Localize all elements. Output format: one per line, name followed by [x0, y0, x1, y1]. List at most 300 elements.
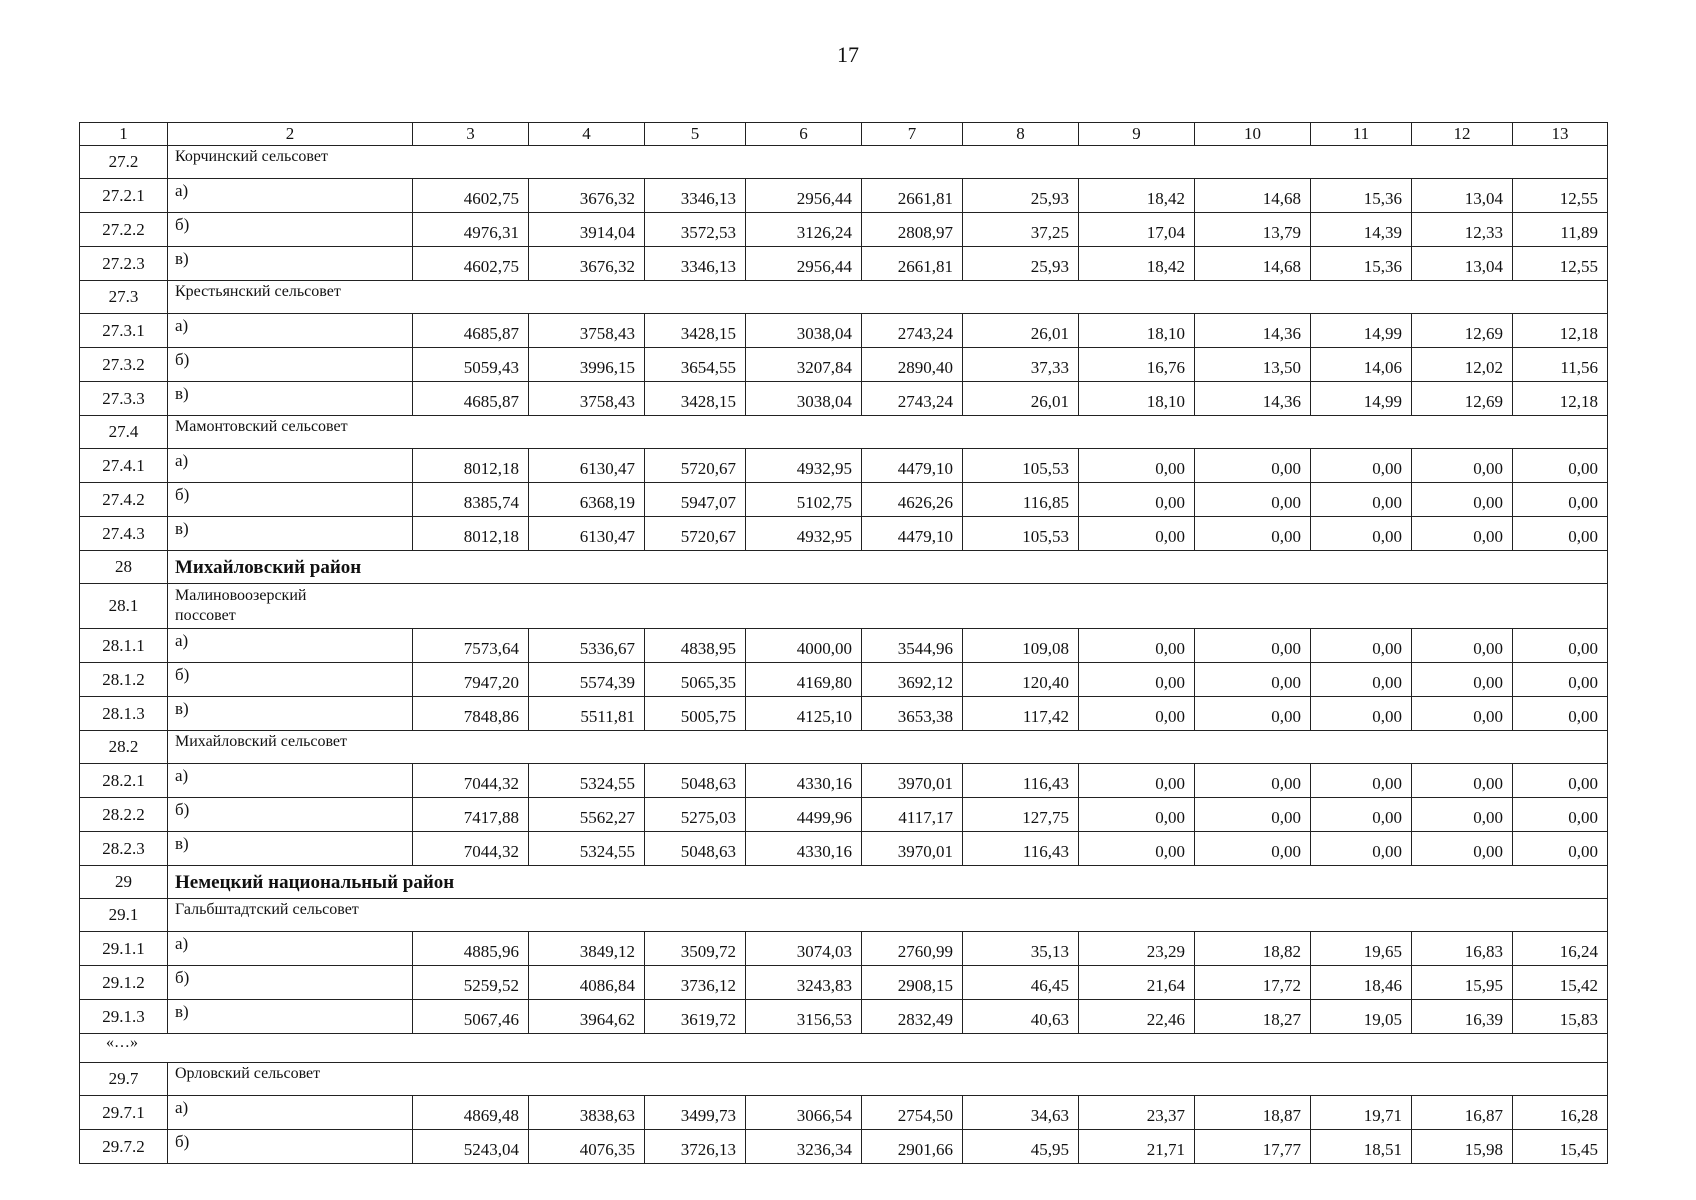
- value-cell: 12,18: [1513, 382, 1608, 416]
- value-cell: 120,40: [963, 663, 1079, 697]
- value-cell: 3499,73: [645, 1096, 746, 1130]
- value-cell: 2956,44: [746, 179, 862, 213]
- value-cell: 8012,18: [413, 449, 529, 483]
- column-number: 13: [1513, 123, 1608, 146]
- value-cell: 3964,62: [529, 1000, 645, 1034]
- value-cell: 3572,53: [645, 213, 746, 247]
- value-cell: 25,93: [963, 247, 1079, 281]
- value-cell: 22,46: [1079, 1000, 1195, 1034]
- section-row: [80, 1063, 1608, 1096]
- value-cell: 4479,10: [862, 517, 963, 551]
- value-cell: 7044,32: [413, 832, 529, 866]
- value-cell: 14,39: [1311, 213, 1412, 247]
- value-cell: 3970,01: [862, 764, 963, 798]
- value-cell: 0,00: [1412, 697, 1513, 731]
- row-code: 29.1.2: [80, 966, 168, 1000]
- table-row: [80, 764, 1608, 798]
- value-cell: 7848,86: [413, 697, 529, 731]
- value-cell: 6130,47: [529, 449, 645, 483]
- value-cell: 0,00: [1412, 832, 1513, 866]
- value-cell: 0,00: [1195, 832, 1311, 866]
- column-number: 4: [529, 123, 645, 146]
- value-cell: 0,00: [1195, 449, 1311, 483]
- value-cell: 116,43: [963, 832, 1079, 866]
- value-cell: 5947,07: [645, 483, 746, 517]
- value-cell: 0,00: [1311, 832, 1412, 866]
- section-title: Михайловский сельсовет: [168, 731, 1608, 764]
- table-row: [80, 382, 1608, 416]
- table-row: [80, 932, 1608, 966]
- row-code: 27.2.1: [80, 179, 168, 213]
- table-row: [80, 966, 1608, 1000]
- value-cell: 4838,95: [645, 629, 746, 663]
- value-cell: 3692,12: [862, 663, 963, 697]
- row-code: 28.1.1: [80, 629, 168, 663]
- value-cell: 17,72: [1195, 966, 1311, 1000]
- value-cell: 0,00: [1412, 798, 1513, 832]
- row-code: 29.7.1: [80, 1096, 168, 1130]
- value-cell: 5562,27: [529, 798, 645, 832]
- value-cell: 18,51: [1311, 1130, 1412, 1164]
- value-cell: 4885,96: [413, 932, 529, 966]
- value-cell: 12,55: [1513, 247, 1608, 281]
- section-code: 28: [80, 551, 168, 584]
- row-variant: б): [168, 966, 413, 1000]
- value-cell: 5102,75: [746, 483, 862, 517]
- value-cell: 15,45: [1513, 1130, 1608, 1164]
- row-code: 28.1.3: [80, 697, 168, 731]
- value-cell: 2760,99: [862, 932, 963, 966]
- table-row: [80, 213, 1608, 247]
- value-cell: 4932,95: [746, 449, 862, 483]
- section-title: Мамонтовский сельсовет: [168, 416, 1608, 449]
- section-title: Корчинский сельсовет: [168, 146, 1608, 179]
- value-cell: 11,89: [1513, 213, 1608, 247]
- value-cell: 16,39: [1412, 1000, 1513, 1034]
- section-row: [80, 281, 1608, 314]
- row-variant: б): [168, 348, 413, 382]
- section-code: 29.1: [80, 899, 168, 932]
- value-cell: 5065,35: [645, 663, 746, 697]
- value-cell: 5048,63: [645, 764, 746, 798]
- value-cell: 4117,17: [862, 798, 963, 832]
- column-number: 3: [413, 123, 529, 146]
- value-cell: 0,00: [1079, 629, 1195, 663]
- value-cell: 6368,19: [529, 483, 645, 517]
- value-cell: 16,76: [1079, 348, 1195, 382]
- value-cell: 5720,67: [645, 517, 746, 551]
- value-cell: 35,13: [963, 932, 1079, 966]
- value-cell: 16,83: [1412, 932, 1513, 966]
- value-cell: 2890,40: [862, 348, 963, 382]
- value-cell: 15,36: [1311, 247, 1412, 281]
- table-row: [80, 663, 1608, 697]
- value-cell: 14,99: [1311, 314, 1412, 348]
- section-code: 29.7: [80, 1063, 168, 1096]
- column-number: 5: [645, 123, 746, 146]
- value-cell: 5067,46: [413, 1000, 529, 1034]
- value-cell: 105,53: [963, 449, 1079, 483]
- section-code: 29: [80, 866, 168, 899]
- section-code: 28.2: [80, 731, 168, 764]
- value-cell: 0,00: [1513, 798, 1608, 832]
- page-number: 17: [837, 42, 859, 67]
- table-body: [80, 123, 1608, 1164]
- column-number: 2: [168, 123, 413, 146]
- value-cell: 3038,04: [746, 314, 862, 348]
- value-cell: 14,06: [1311, 348, 1412, 382]
- value-cell: 3654,55: [645, 348, 746, 382]
- value-cell: 5324,55: [529, 832, 645, 866]
- value-cell: 0,00: [1195, 764, 1311, 798]
- value-cell: 0,00: [1513, 663, 1608, 697]
- value-cell: 12,55: [1513, 179, 1608, 213]
- table-row: [80, 348, 1608, 382]
- row-variant: а): [168, 764, 413, 798]
- value-cell: 4330,16: [746, 764, 862, 798]
- table-row: [80, 449, 1608, 483]
- column-number: 7: [862, 123, 963, 146]
- value-cell: 11,56: [1513, 348, 1608, 382]
- value-cell: 0,00: [1079, 663, 1195, 697]
- value-cell: 0,00: [1079, 764, 1195, 798]
- value-cell: 17,77: [1195, 1130, 1311, 1164]
- table-row: [80, 1130, 1608, 1164]
- value-cell: 2743,24: [862, 382, 963, 416]
- district-row: [80, 551, 1608, 584]
- value-cell: 15,83: [1513, 1000, 1608, 1034]
- value-cell: 3726,13: [645, 1130, 746, 1164]
- value-cell: 2832,49: [862, 1000, 963, 1034]
- value-cell: 14,36: [1195, 314, 1311, 348]
- value-cell: 4330,16: [746, 832, 862, 866]
- value-cell: 0,00: [1513, 449, 1608, 483]
- row-variant: б): [168, 1130, 413, 1164]
- value-cell: 4076,35: [529, 1130, 645, 1164]
- value-cell: 109,08: [963, 629, 1079, 663]
- value-cell: 3758,43: [529, 314, 645, 348]
- value-cell: 4976,31: [413, 213, 529, 247]
- section-title: [168, 584, 1608, 629]
- value-cell: 3509,72: [645, 932, 746, 966]
- tariff-table: [79, 122, 1608, 1164]
- row-code: 29.1.1: [80, 932, 168, 966]
- value-cell: 3914,04: [529, 213, 645, 247]
- column-number: 11: [1311, 123, 1412, 146]
- row-variant: а): [168, 1096, 413, 1130]
- row-code: 29.7.2: [80, 1130, 168, 1164]
- value-cell: 0,00: [1311, 697, 1412, 731]
- value-cell: 14,36: [1195, 382, 1311, 416]
- row-code: 27.3.2: [80, 348, 168, 382]
- value-cell: 3243,83: [746, 966, 862, 1000]
- section-code: 27.2: [80, 146, 168, 179]
- row-variant: в): [168, 832, 413, 866]
- value-cell: 5259,52: [413, 966, 529, 1000]
- table-row: [80, 247, 1608, 281]
- value-cell: 2901,66: [862, 1130, 963, 1164]
- column-number: 6: [746, 123, 862, 146]
- section-code: 27.3: [80, 281, 168, 314]
- value-cell: 17,04: [1079, 213, 1195, 247]
- value-cell: 5720,67: [645, 449, 746, 483]
- row-code: 27.2.3: [80, 247, 168, 281]
- value-cell: 45,95: [963, 1130, 1079, 1164]
- value-cell: 3236,34: [746, 1130, 862, 1164]
- row-variant: а): [168, 179, 413, 213]
- omitted-rows-marker: [80, 1034, 1608, 1063]
- value-cell: 12,69: [1412, 314, 1513, 348]
- value-cell: 46,45: [963, 966, 1079, 1000]
- value-cell: 0,00: [1311, 517, 1412, 551]
- column-number: 12: [1412, 123, 1513, 146]
- section-title: Гальбштадтский сельсовет: [168, 899, 1608, 932]
- section-code: 28.1: [80, 584, 168, 629]
- value-cell: 6130,47: [529, 517, 645, 551]
- value-cell: 0,00: [1513, 832, 1608, 866]
- value-cell: 5243,04: [413, 1130, 529, 1164]
- row-code: 27.3.3: [80, 382, 168, 416]
- value-cell: 13,04: [1412, 179, 1513, 213]
- value-cell: 0,00: [1079, 483, 1195, 517]
- column-number: 8: [963, 123, 1079, 146]
- value-cell: 0,00: [1513, 629, 1608, 663]
- table-row: [80, 483, 1608, 517]
- row-code: 28.2.3: [80, 832, 168, 866]
- row-code: 27.4.2: [80, 483, 168, 517]
- column-number: 10: [1195, 123, 1311, 146]
- value-cell: 26,01: [963, 382, 1079, 416]
- value-cell: 19,71: [1311, 1096, 1412, 1130]
- value-cell: 4685,87: [413, 314, 529, 348]
- value-cell: 2754,50: [862, 1096, 963, 1130]
- district-row: [80, 866, 1608, 899]
- value-cell: 16,24: [1513, 932, 1608, 966]
- value-cell: 19,05: [1311, 1000, 1412, 1034]
- value-cell: 3346,13: [645, 247, 746, 281]
- value-cell: 0,00: [1311, 798, 1412, 832]
- value-cell: 3038,04: [746, 382, 862, 416]
- value-cell: 3126,24: [746, 213, 862, 247]
- row-variant: б): [168, 213, 413, 247]
- row-code: 27.3.1: [80, 314, 168, 348]
- value-cell: 7417,88: [413, 798, 529, 832]
- value-cell: 4602,75: [413, 179, 529, 213]
- value-cell: 116,85: [963, 483, 1079, 517]
- table-row: [80, 798, 1608, 832]
- value-cell: 3074,03: [746, 932, 862, 966]
- value-cell: 13,04: [1412, 247, 1513, 281]
- table-row: [80, 1000, 1608, 1034]
- row-variant: б): [168, 483, 413, 517]
- value-cell: 26,01: [963, 314, 1079, 348]
- value-cell: 15,36: [1311, 179, 1412, 213]
- value-cell: 0,00: [1195, 629, 1311, 663]
- value-cell: 18,10: [1079, 382, 1195, 416]
- value-cell: 0,00: [1412, 663, 1513, 697]
- row-variant: а): [168, 932, 413, 966]
- value-cell: 3996,15: [529, 348, 645, 382]
- row-variant: б): [168, 663, 413, 697]
- row-variant: б): [168, 798, 413, 832]
- value-cell: 23,29: [1079, 932, 1195, 966]
- value-cell: 116,43: [963, 764, 1079, 798]
- value-cell: 3849,12: [529, 932, 645, 966]
- section-row: [80, 584, 1608, 629]
- value-cell: 0,00: [1195, 517, 1311, 551]
- value-cell: 0,00: [1311, 663, 1412, 697]
- value-cell: 4086,84: [529, 966, 645, 1000]
- value-cell: 0,00: [1195, 663, 1311, 697]
- section-title-text: Малиновоозерский поссовет: [175, 587, 307, 624]
- value-cell: 7044,32: [413, 764, 529, 798]
- table-row: [80, 517, 1608, 551]
- value-cell: 3066,54: [746, 1096, 862, 1130]
- value-cell: 18,87: [1195, 1096, 1311, 1130]
- row-variant: в): [168, 517, 413, 551]
- value-cell: 5048,63: [645, 832, 746, 866]
- value-cell: 14,68: [1195, 179, 1311, 213]
- value-cell: 3653,38: [862, 697, 963, 731]
- value-cell: 19,65: [1311, 932, 1412, 966]
- row-code: 28.1.2: [80, 663, 168, 697]
- value-cell: 13,79: [1195, 213, 1311, 247]
- column-number: 1: [80, 123, 168, 146]
- value-cell: 4000,00: [746, 629, 862, 663]
- value-cell: 0,00: [1412, 629, 1513, 663]
- value-cell: 34,63: [963, 1096, 1079, 1130]
- value-cell: 3736,12: [645, 966, 746, 1000]
- value-cell: 5059,43: [413, 348, 529, 382]
- value-cell: 117,42: [963, 697, 1079, 731]
- value-cell: 4169,80: [746, 663, 862, 697]
- value-cell: 2661,81: [862, 247, 963, 281]
- column-number-row: [80, 123, 1608, 146]
- value-cell: 25,93: [963, 179, 1079, 213]
- value-cell: 3838,63: [529, 1096, 645, 1130]
- value-cell: 0,00: [1513, 517, 1608, 551]
- value-cell: 0,00: [1412, 449, 1513, 483]
- value-cell: 13,50: [1195, 348, 1311, 382]
- value-cell: 8385,74: [413, 483, 529, 517]
- value-cell: 4869,48: [413, 1096, 529, 1130]
- value-cell: 3207,84: [746, 348, 862, 382]
- value-cell: 4125,10: [746, 697, 862, 731]
- value-cell: 37,25: [963, 213, 1079, 247]
- district-title: Немецкий национальный район: [168, 866, 1608, 899]
- value-cell: 3676,32: [529, 179, 645, 213]
- value-cell: 12,18: [1513, 314, 1608, 348]
- value-cell: 23,37: [1079, 1096, 1195, 1130]
- value-cell: 5275,03: [645, 798, 746, 832]
- value-cell: 16,28: [1513, 1096, 1608, 1130]
- value-cell: 2908,15: [862, 966, 963, 1000]
- value-cell: 0,00: [1311, 483, 1412, 517]
- value-cell: 0,00: [1195, 697, 1311, 731]
- value-cell: 0,00: [1079, 832, 1195, 866]
- table-row: [80, 314, 1608, 348]
- value-cell: 0,00: [1079, 798, 1195, 832]
- value-cell: 12,02: [1412, 348, 1513, 382]
- value-cell: 0,00: [1311, 449, 1412, 483]
- value-cell: 18,10: [1079, 314, 1195, 348]
- row-variant: в): [168, 697, 413, 731]
- value-cell: 0,00: [1513, 764, 1608, 798]
- row-variant: в): [168, 247, 413, 281]
- row-variant: а): [168, 449, 413, 483]
- value-cell: 3428,15: [645, 382, 746, 416]
- value-cell: 0,00: [1412, 483, 1513, 517]
- value-cell: 0,00: [1195, 483, 1311, 517]
- ellipsis-text: «…»: [80, 1034, 1608, 1063]
- section-code: 27.4: [80, 416, 168, 449]
- value-cell: 18,27: [1195, 1000, 1311, 1034]
- value-cell: 3758,43: [529, 382, 645, 416]
- value-cell: 0,00: [1079, 517, 1195, 551]
- value-cell: 3676,32: [529, 247, 645, 281]
- value-cell: 18,42: [1079, 247, 1195, 281]
- value-cell: 3544,96: [862, 629, 963, 663]
- value-cell: 12,33: [1412, 213, 1513, 247]
- section-title: Орловский сельсовет: [168, 1063, 1608, 1096]
- row-code: 27.2.2: [80, 213, 168, 247]
- value-cell: 0,00: [1311, 629, 1412, 663]
- table-row: [80, 832, 1608, 866]
- value-cell: 5511,81: [529, 697, 645, 731]
- value-cell: 105,53: [963, 517, 1079, 551]
- value-cell: 0,00: [1412, 764, 1513, 798]
- section-row: [80, 146, 1608, 179]
- district-title: Михайловский район: [168, 551, 1608, 584]
- value-cell: 18,42: [1079, 179, 1195, 213]
- value-cell: 15,95: [1412, 966, 1513, 1000]
- value-cell: 21,71: [1079, 1130, 1195, 1164]
- value-cell: 5336,67: [529, 629, 645, 663]
- value-cell: 40,63: [963, 1000, 1079, 1034]
- value-cell: 0,00: [1412, 517, 1513, 551]
- row-code: 28.2.1: [80, 764, 168, 798]
- value-cell: 7573,64: [413, 629, 529, 663]
- value-cell: 0,00: [1513, 697, 1608, 731]
- value-cell: 3156,53: [746, 1000, 862, 1034]
- value-cell: 2956,44: [746, 247, 862, 281]
- value-cell: 3619,72: [645, 1000, 746, 1034]
- value-cell: 18,82: [1195, 932, 1311, 966]
- table-row: [80, 629, 1608, 663]
- value-cell: 18,46: [1311, 966, 1412, 1000]
- row-code: 29.1.3: [80, 1000, 168, 1034]
- value-cell: 14,68: [1195, 247, 1311, 281]
- row-code: 28.2.2: [80, 798, 168, 832]
- value-cell: 0,00: [1513, 483, 1608, 517]
- section-row: [80, 899, 1608, 932]
- value-cell: 2743,24: [862, 314, 963, 348]
- table-row: [80, 1096, 1608, 1130]
- value-cell: 4499,96: [746, 798, 862, 832]
- value-cell: 0,00: [1079, 697, 1195, 731]
- value-cell: 15,98: [1412, 1130, 1513, 1164]
- row-code: 27.4.3: [80, 517, 168, 551]
- value-cell: 2808,97: [862, 213, 963, 247]
- value-cell: 127,75: [963, 798, 1079, 832]
- value-cell: 0,00: [1311, 764, 1412, 798]
- value-cell: 4479,10: [862, 449, 963, 483]
- value-cell: 7947,20: [413, 663, 529, 697]
- section-row: [80, 731, 1608, 764]
- value-cell: 4626,26: [862, 483, 963, 517]
- value-cell: 14,99: [1311, 382, 1412, 416]
- value-cell: 0,00: [1079, 449, 1195, 483]
